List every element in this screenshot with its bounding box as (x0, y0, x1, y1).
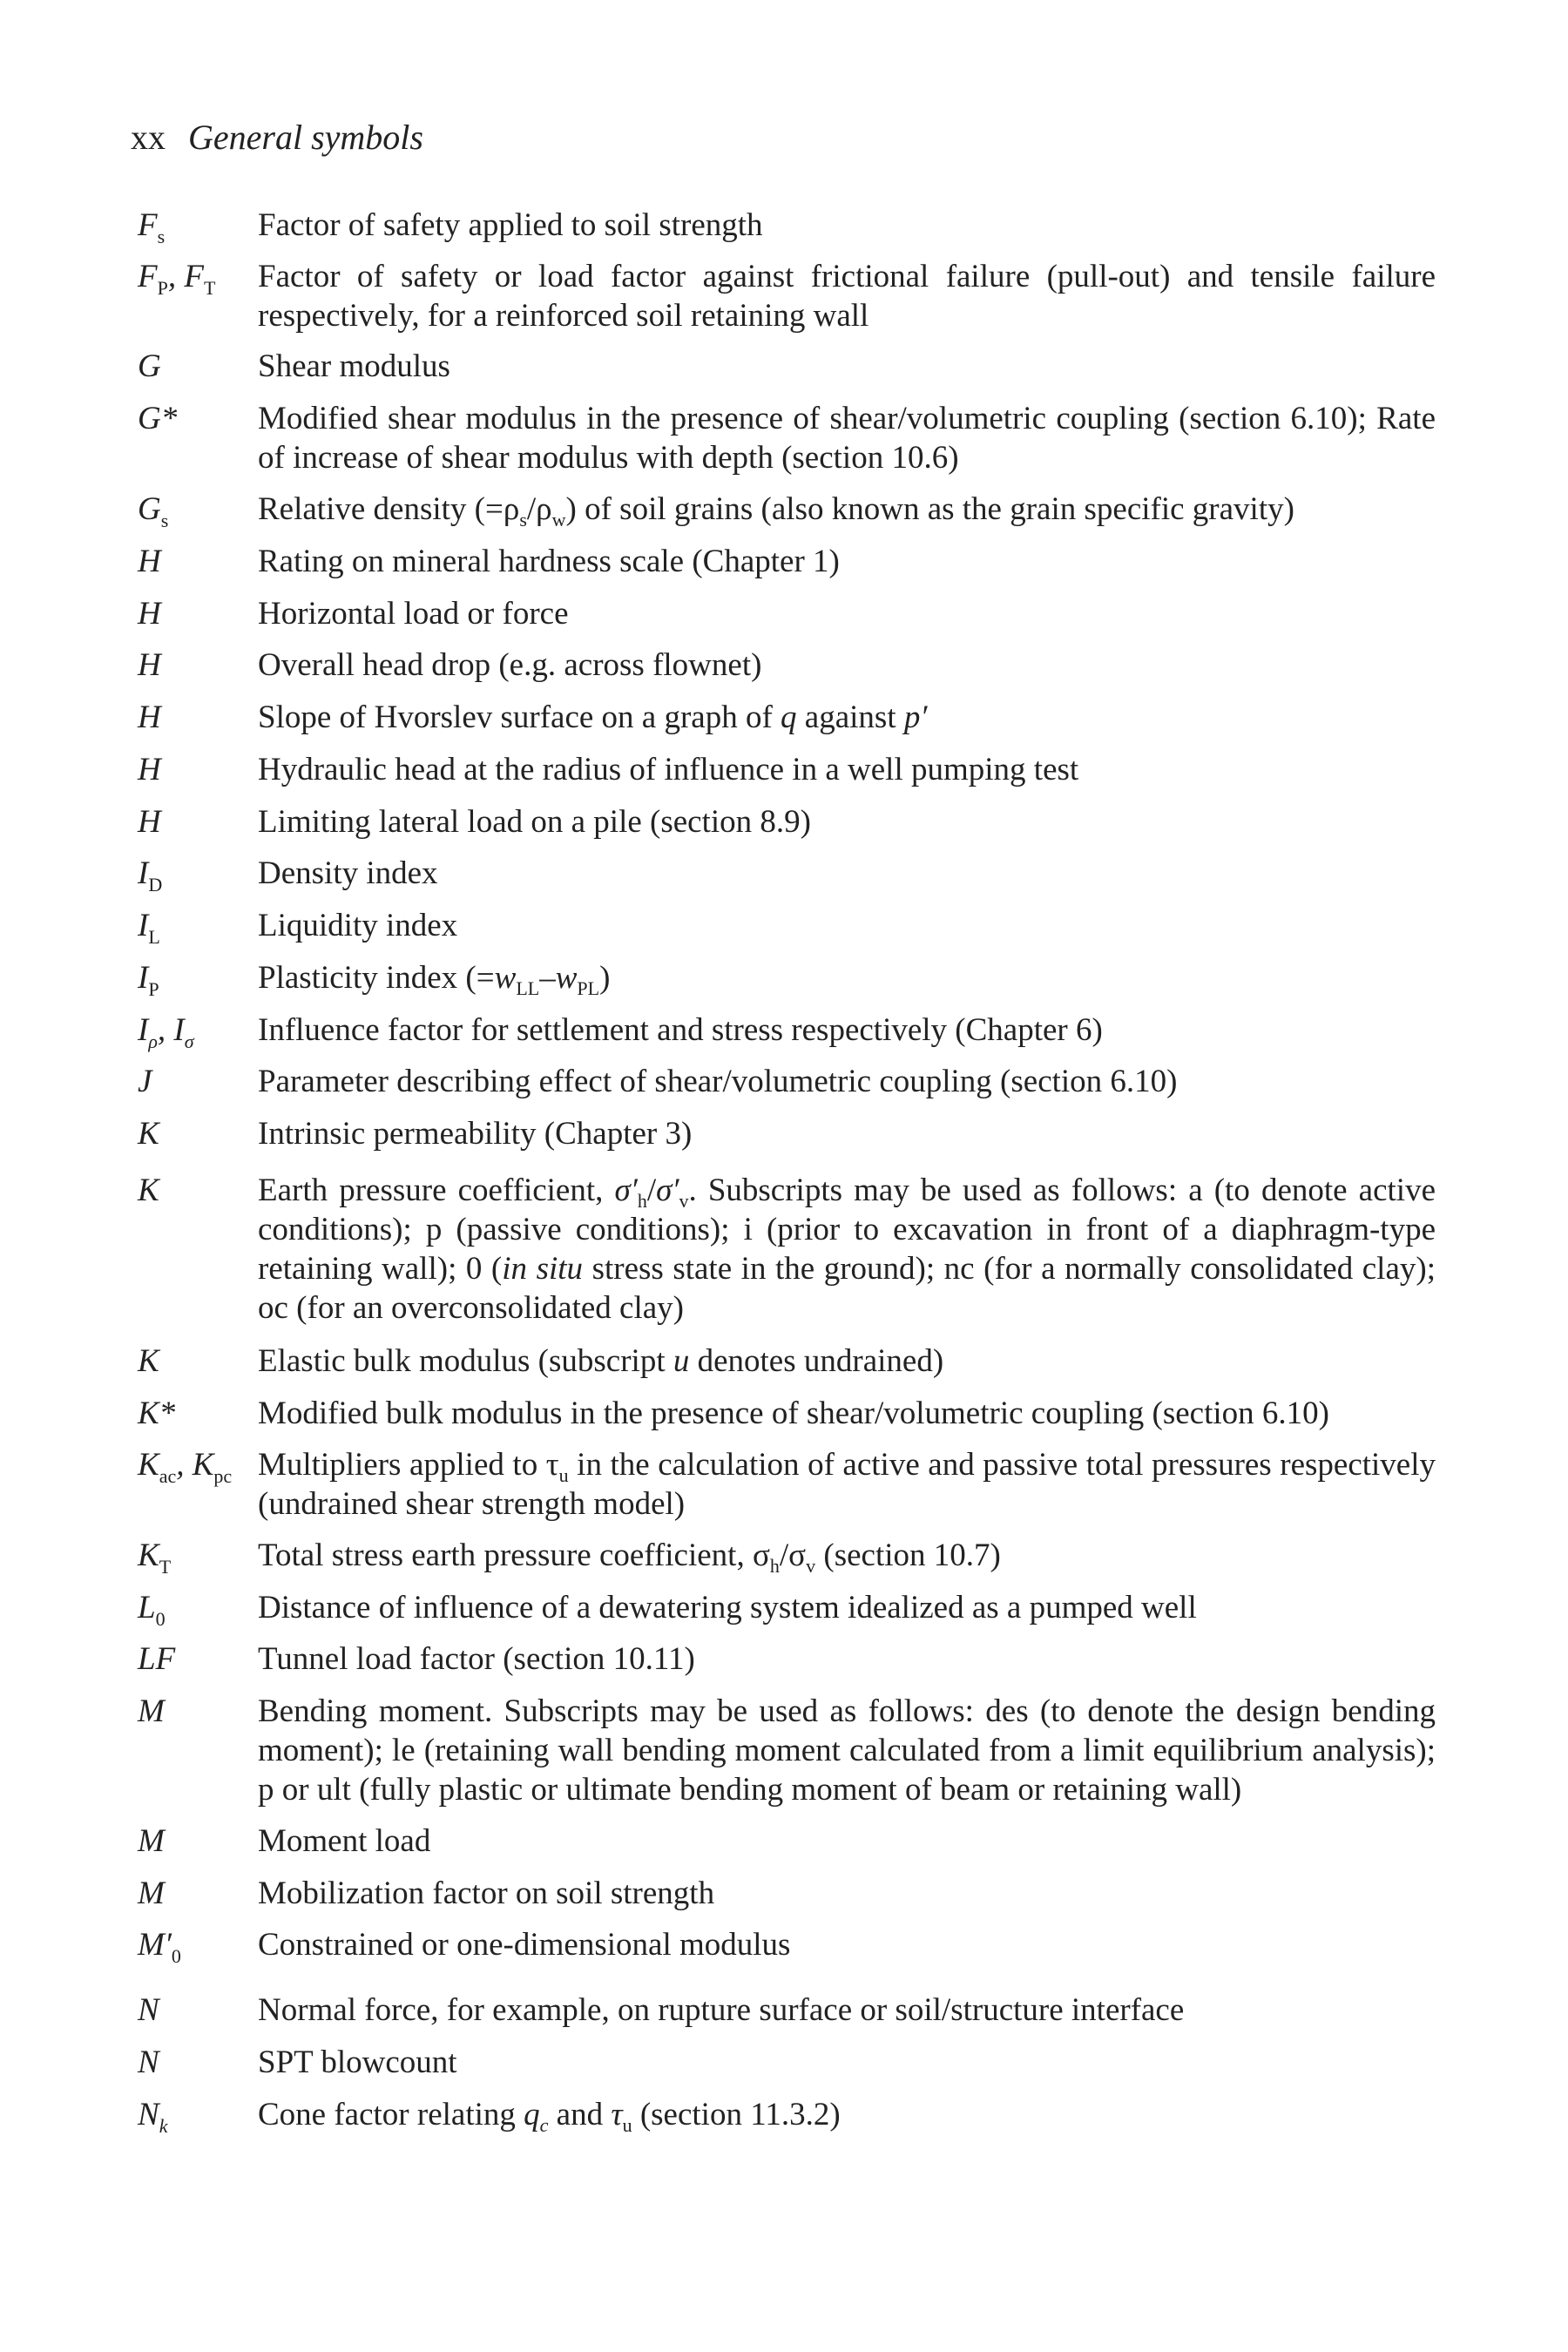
symbol: $G_s$ (138, 491, 169, 531)
symbol: $K_T$ (138, 1538, 172, 1578)
symbol: $I_P$ (138, 960, 159, 1000)
definition: Slope of Hvorslev surface on a graph of q against p′ (258, 700, 928, 735)
definition: Modified bulk modulus in the presence of shear/volumetric coupling (section 6.10) (258, 1396, 1329, 1431)
definition: Modified shear modulus in the presence of shear/volumetric coupling (section 6.10); Rate of increase of shear modulus with depth (section 10.6) (258, 401, 1436, 476)
symbol: K (138, 1343, 159, 1379)
definition: Rating on mineral hardness scale (Chapter 1) (258, 544, 840, 579)
definition: SPT blowcount (258, 2044, 457, 2080)
definition: Distance of influence of a dewatering system idealized as a pumped well (258, 1590, 1197, 1625)
symbol: H (138, 700, 161, 735)
symbol: $M'_0$ (138, 1927, 181, 1967)
symbol: $K_{ac}$, $K_{pc}$ (138, 1447, 233, 1487)
symbol: N (138, 1992, 159, 2028)
definition: Factor of safety applied to soil strength (258, 207, 763, 243)
definition: Density index (258, 855, 438, 891)
symbol: $F_s$ (138, 207, 166, 247)
definition: Horizontal load or force (258, 596, 569, 632)
symbol: $L_0$ (138, 1590, 166, 1630)
running-title: General symbols (188, 118, 423, 157)
definition: Hydraulic head at the radius of influence in a well pumping test (258, 752, 1079, 787)
definition: Multipliers applied to $\tau_u$ in the calculation of active and passive total pressures respectively (undrained shear strength model) (258, 1447, 1436, 1522)
definition: Total stress earth pressure coefficient, $\sigma_h/\sigma_v$ (section 10.7) (258, 1538, 1001, 1577)
definition: Bending moment. Subscripts may be used as follows: des (to denote the design bending moment); le (retaining wall bending moment calculated from a limit equilibrium analysis); p or ult (fully plastic or ultimate bending moment of beam or retaining wall) (258, 1693, 1436, 1808)
symbol: G* (138, 401, 178, 436)
symbol: M (138, 1693, 165, 1729)
definition: Liquidity index (258, 908, 458, 943)
symbol: J (138, 1064, 152, 1099)
definition: Constrained or one-dimensional modulus (258, 1927, 791, 1963)
definition: Moment load (258, 1823, 431, 1859)
symbol: $I_L$ (138, 908, 160, 948)
definition: Elastic bulk modulus (subscript u denotes undrained) (258, 1343, 944, 1379)
definition: Factor of safety or load factor against frictional failure (pull-out) and tensile failure respectively, for a reinforced soil retaining wall (258, 259, 1436, 334)
symbol: K* (138, 1396, 176, 1431)
symbol: H (138, 596, 161, 632)
definition: Normal force, for example, on rupture surface or soil/structure interface (258, 1992, 1185, 2028)
symbol: G (138, 348, 161, 384)
page-header (131, 117, 423, 159)
symbol: H (138, 804, 161, 840)
definition: Relative density $(=\rho_s/\rho_w)$ of soil grains (also known as the grain specific gravity) (258, 491, 1294, 531)
symbol: K (138, 1116, 159, 1152)
symbol: $I_\rho$, $I_\sigma$ (138, 1012, 194, 1052)
definition: Mobilization factor on soil strength (258, 1876, 715, 1911)
symbol: LF (138, 1641, 176, 1677)
symbol: K (138, 1173, 159, 1208)
definition: Tunnel load factor (section 10.11) (258, 1641, 695, 1677)
symbol: M (138, 1876, 165, 1911)
definition: Parameter describing effect of shear/volumetric coupling (section 6.10) (258, 1064, 1178, 1099)
definition: Earth pressure coefficient, $\sigma'_h/\sigma'_v$. Subscripts may be used as follows: a (to denote active conditions); p (passive conditions); i (prior to excavation in front of a diaphragm-type retaining wall); 0 (in situ stress state in the ground); nc (for a normally consolidated clay); oc (for an overconsolidated clay) (258, 1173, 1436, 1326)
symbol: N (138, 2044, 159, 2080)
definition: Intrinsic permeability (Chapter 3) (258, 1116, 693, 1152)
definition: Influence factor for settlement and stress respectively (Chapter 6) (258, 1012, 1103, 1048)
definition: Shear modulus (258, 348, 450, 384)
definition: Overall head drop (e.g. across flownet) (258, 647, 762, 683)
definition: Cone factor relating $q_c$ and $\tau_u$ (section 11.3.2) (258, 2097, 841, 2136)
symbol: $N_k$ (138, 2097, 168, 2137)
definition: Plasticity index $(=w_{LL}-w_{PL})$ (258, 960, 611, 999)
symbol: H (138, 647, 161, 683)
symbol: H (138, 544, 161, 579)
symbol: $I_D$ (138, 855, 163, 896)
symbol: M (138, 1823, 165, 1859)
symbol: H (138, 752, 161, 787)
definition: Limiting lateral load on a pile (section 8.9) (258, 804, 811, 840)
page-number: xx (131, 118, 166, 157)
symbol: $F_P$, $F_T$ (138, 259, 216, 299)
